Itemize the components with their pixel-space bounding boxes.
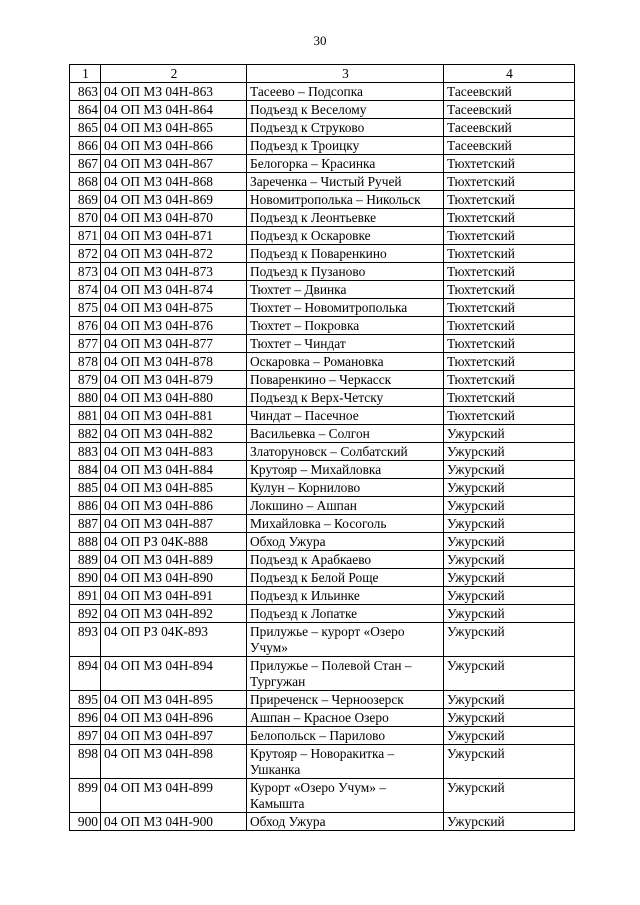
road-code-cell: 04 ОП МЗ 04Н-897 bbox=[101, 727, 247, 745]
row-number-cell: 865 bbox=[70, 119, 101, 137]
table-row bbox=[70, 317, 575, 335]
table-row bbox=[70, 657, 575, 691]
table-body bbox=[70, 83, 575, 831]
table-row bbox=[70, 709, 575, 727]
table-row bbox=[70, 813, 575, 831]
road-name-cell: Подъезд к Оскаровке bbox=[247, 227, 444, 245]
district-name-cell: Ужурский bbox=[444, 691, 575, 709]
road-code-cell: 04 ОП МЗ 04Н-864 bbox=[101, 101, 247, 119]
row-number-cell: 874 bbox=[70, 281, 101, 299]
row-number-cell: 868 bbox=[70, 173, 101, 191]
row-number-cell: 881 bbox=[70, 407, 101, 425]
table-row bbox=[70, 371, 575, 389]
row-number-cell: 885 bbox=[70, 479, 101, 497]
district-name-cell: Ужурский bbox=[444, 605, 575, 623]
road-name-cell: Подъезд к Пузаново bbox=[247, 263, 444, 281]
road-code-cell: 04 ОП МЗ 04Н-883 bbox=[101, 443, 247, 461]
district-name-cell: Тюхтетский bbox=[444, 353, 575, 371]
district-name-cell: Ужурский bbox=[444, 657, 575, 691]
header-col-3: 3 bbox=[247, 65, 444, 83]
road-code-cell: 04 ОП МЗ 04Н-879 bbox=[101, 371, 247, 389]
row-number-cell: 866 bbox=[70, 137, 101, 155]
road-name-cell: Кулун – Корнилово bbox=[247, 479, 444, 497]
road-code-cell: 04 ОП МЗ 04Н-863 bbox=[101, 83, 247, 101]
row-number-cell: 875 bbox=[70, 299, 101, 317]
table-row bbox=[70, 623, 575, 657]
road-code-cell: 04 ОП МЗ 04Н-877 bbox=[101, 335, 247, 353]
road-code-cell: 04 ОП МЗ 04Н-872 bbox=[101, 245, 247, 263]
row-number-cell: 887 bbox=[70, 515, 101, 533]
district-name-cell: Ужурский bbox=[444, 425, 575, 443]
row-number-cell: 894 bbox=[70, 657, 101, 691]
district-name-cell: Тюхтетский bbox=[444, 245, 575, 263]
district-name-cell: Тасеевский bbox=[444, 83, 575, 101]
table-row bbox=[70, 227, 575, 245]
district-name-cell: Ужурский bbox=[444, 623, 575, 657]
district-name-cell: Тюхтетский bbox=[444, 299, 575, 317]
district-name-cell: Ужурский bbox=[444, 551, 575, 569]
table-row bbox=[70, 119, 575, 137]
row-number-cell: 895 bbox=[70, 691, 101, 709]
road-name-cell: Новомитрополька – Никольск bbox=[247, 191, 444, 209]
road-name-cell: Белогорка – Красинка bbox=[247, 155, 444, 173]
road-name-cell: Зареченка – Чистый Ручей bbox=[247, 173, 444, 191]
row-number-cell: 871 bbox=[70, 227, 101, 245]
row-number-cell: 899 bbox=[70, 779, 101, 813]
row-number-cell: 886 bbox=[70, 497, 101, 515]
table-row bbox=[70, 335, 575, 353]
page-number: 30 bbox=[313, 33, 327, 48]
district-name-cell: Ужурский bbox=[444, 497, 575, 515]
road-code-cell: 04 ОП МЗ 04Н-892 bbox=[101, 605, 247, 623]
road-name-cell: Подъезд к Ильинке bbox=[247, 587, 444, 605]
table-row bbox=[70, 443, 575, 461]
district-name-cell: Тюхтетский bbox=[444, 209, 575, 227]
table-row bbox=[70, 425, 575, 443]
district-name-cell: Тюхтетский bbox=[444, 371, 575, 389]
row-number-cell: 897 bbox=[70, 727, 101, 745]
road-code-cell: 04 ОП МЗ 04Н-868 bbox=[101, 173, 247, 191]
road-code-cell: 04 ОП МЗ 04Н-887 bbox=[101, 515, 247, 533]
table-row bbox=[70, 281, 575, 299]
row-number-cell: 896 bbox=[70, 709, 101, 727]
row-number-cell: 891 bbox=[70, 587, 101, 605]
road-code-cell: 04 ОП МЗ 04Н-867 bbox=[101, 155, 247, 173]
road-name-cell: Обход Ужура bbox=[247, 813, 444, 831]
road-name-cell: Подъезд к Веселому bbox=[247, 101, 444, 119]
district-name-cell: Ужурский bbox=[444, 587, 575, 605]
road-name-cell: Тюхтет – Чиндат bbox=[247, 335, 444, 353]
road-code-cell: 04 ОП РЗ 04К-888 bbox=[101, 533, 247, 551]
road-code-cell: 04 ОП МЗ 04Н-878 bbox=[101, 353, 247, 371]
table-row bbox=[70, 101, 575, 119]
row-number-cell: 888 bbox=[70, 533, 101, 551]
road-name-cell: Обход Ужура bbox=[247, 533, 444, 551]
road-code-cell: 04 ОП МЗ 04Н-871 bbox=[101, 227, 247, 245]
row-number-cell: 880 bbox=[70, 389, 101, 407]
table-row bbox=[70, 533, 575, 551]
road-code-cell: 04 ОП МЗ 04Н-874 bbox=[101, 281, 247, 299]
road-code-cell: 04 ОП МЗ 04Н-870 bbox=[101, 209, 247, 227]
road-name-cell: Васильевка – Солгон bbox=[247, 425, 444, 443]
road-name-cell: Белопольск – Парилово bbox=[247, 727, 444, 745]
district-name-cell: Тасеевский bbox=[444, 119, 575, 137]
row-number-cell: 873 bbox=[70, 263, 101, 281]
district-name-cell: Тюхтетский bbox=[444, 155, 575, 173]
table-row bbox=[70, 83, 575, 101]
road-name-cell: Оскаровка – Романовка bbox=[247, 353, 444, 371]
table-row bbox=[70, 299, 575, 317]
road-name-cell: Подъезд к Верх-Четску bbox=[247, 389, 444, 407]
road-name-cell: Подъезд к Лопатке bbox=[247, 605, 444, 623]
row-number-cell: 863 bbox=[70, 83, 101, 101]
road-name-cell: Подъезд к Струково bbox=[247, 119, 444, 137]
road-name-cell: Подъезд к Белой Роще bbox=[247, 569, 444, 587]
road-name-cell: Прилужье – Полевой Стан – Тургужан bbox=[247, 657, 444, 691]
district-name-cell: Ужурский bbox=[444, 727, 575, 745]
road-code-cell: 04 ОП МЗ 04Н-865 bbox=[101, 119, 247, 137]
row-number-cell: 884 bbox=[70, 461, 101, 479]
table-row bbox=[70, 515, 575, 533]
road-name-cell: Златоруновск – Солбатский bbox=[247, 443, 444, 461]
road-name-cell: Подъезд к Поваренкино bbox=[247, 245, 444, 263]
road-code-cell: 04 ОП МЗ 04Н-896 bbox=[101, 709, 247, 727]
district-name-cell: Ужурский bbox=[444, 709, 575, 727]
district-name-cell: Ужурский bbox=[444, 569, 575, 587]
row-number-cell: 870 bbox=[70, 209, 101, 227]
table-header-row bbox=[70, 65, 575, 83]
road-code-cell: 04 ОП МЗ 04Н-873 bbox=[101, 263, 247, 281]
road-code-cell: 04 ОП МЗ 04Н-882 bbox=[101, 425, 247, 443]
road-code-cell: 04 ОП МЗ 04Н-884 bbox=[101, 461, 247, 479]
district-name-cell: Тасеевский bbox=[444, 101, 575, 119]
district-name-cell: Тюхтетский bbox=[444, 281, 575, 299]
road-code-cell: 04 ОП МЗ 04Н-891 bbox=[101, 587, 247, 605]
road-code-cell: 04 ОП МЗ 04Н-881 bbox=[101, 407, 247, 425]
table-row bbox=[70, 497, 575, 515]
table-row bbox=[70, 353, 575, 371]
table-row bbox=[70, 461, 575, 479]
road-name-cell: Михайловка – Косоголь bbox=[247, 515, 444, 533]
table-row bbox=[70, 691, 575, 709]
road-name-cell: Локшино – Ашпан bbox=[247, 497, 444, 515]
district-name-cell: Тюхтетский bbox=[444, 335, 575, 353]
road-registry-table bbox=[69, 64, 575, 831]
road-code-cell: 04 ОП МЗ 04Н-899 bbox=[101, 779, 247, 813]
row-number-cell: 876 bbox=[70, 317, 101, 335]
table-row bbox=[70, 479, 575, 497]
district-name-cell: Тюхтетский bbox=[444, 317, 575, 335]
road-code-cell: 04 ОП МЗ 04Н-895 bbox=[101, 691, 247, 709]
table-row bbox=[70, 191, 575, 209]
table-row bbox=[70, 137, 575, 155]
road-name-cell: Поваренкино – Черкасск bbox=[247, 371, 444, 389]
row-number-cell: 882 bbox=[70, 425, 101, 443]
header-col-2: 2 bbox=[101, 65, 247, 83]
road-code-cell: 04 ОП МЗ 04Н-889 bbox=[101, 551, 247, 569]
table-row bbox=[70, 727, 575, 745]
road-code-cell: 04 ОП МЗ 04Н-880 bbox=[101, 389, 247, 407]
road-code-cell: 04 ОП МЗ 04Н-894 bbox=[101, 657, 247, 691]
district-name-cell: Ужурский bbox=[444, 779, 575, 813]
district-name-cell: Тюхтетский bbox=[444, 389, 575, 407]
row-number-cell: 879 bbox=[70, 371, 101, 389]
district-name-cell: Ужурский bbox=[444, 461, 575, 479]
table-row bbox=[70, 779, 575, 813]
district-name-cell: Тюхтетский bbox=[444, 173, 575, 191]
district-name-cell: Тюхтетский bbox=[444, 191, 575, 209]
table-row bbox=[70, 263, 575, 281]
row-number-cell: 872 bbox=[70, 245, 101, 263]
road-name-cell: Тюхтет – Двинка bbox=[247, 281, 444, 299]
table-row bbox=[70, 155, 575, 173]
header-col-4: 4 bbox=[444, 65, 575, 83]
road-name-cell: Подъезд к Троицку bbox=[247, 137, 444, 155]
road-code-cell: 04 ОП МЗ 04Н-890 bbox=[101, 569, 247, 587]
district-name-cell: Ужурский bbox=[444, 533, 575, 551]
road-name-cell: Подъезд к Леонтьевке bbox=[247, 209, 444, 227]
road-name-cell: Подъезд к Арабкаево bbox=[247, 551, 444, 569]
road-code-cell: 04 ОП МЗ 04Н-866 bbox=[101, 137, 247, 155]
road-code-cell: 04 ОП МЗ 04Н-885 bbox=[101, 479, 247, 497]
row-number-cell: 893 bbox=[70, 623, 101, 657]
district-name-cell: Ужурский bbox=[444, 515, 575, 533]
row-number-cell: 889 bbox=[70, 551, 101, 569]
table-row bbox=[70, 389, 575, 407]
road-name-cell: Крутояр – Михайловка bbox=[247, 461, 444, 479]
district-name-cell: Тюхтетский bbox=[444, 407, 575, 425]
road-name-cell: Ашпан – Красное Озеро bbox=[247, 709, 444, 727]
table-row bbox=[70, 569, 575, 587]
district-name-cell: Ужурский bbox=[444, 443, 575, 461]
table-row bbox=[70, 245, 575, 263]
district-name-cell: Ужурский bbox=[444, 745, 575, 779]
road-code-cell: 04 ОП МЗ 04Н-898 bbox=[101, 745, 247, 779]
district-name-cell: Тюхтетский bbox=[444, 263, 575, 281]
table-row bbox=[70, 209, 575, 227]
district-name-cell: Ужурский bbox=[444, 813, 575, 831]
road-name-cell: Чиндат – Пасечное bbox=[247, 407, 444, 425]
road-name-cell: Приреченск – Черноозерск bbox=[247, 691, 444, 709]
table-row bbox=[70, 605, 575, 623]
table-row bbox=[70, 587, 575, 605]
table-row bbox=[70, 173, 575, 191]
road-name-cell: Тасеево – Подсопка bbox=[247, 83, 444, 101]
table-row bbox=[70, 407, 575, 425]
row-number-cell: 877 bbox=[70, 335, 101, 353]
row-number-cell: 869 bbox=[70, 191, 101, 209]
row-number-cell: 900 bbox=[70, 813, 101, 831]
road-code-cell: 04 ОП МЗ 04Н-900 bbox=[101, 813, 247, 831]
row-number-cell: 867 bbox=[70, 155, 101, 173]
row-number-cell: 898 bbox=[70, 745, 101, 779]
district-name-cell: Ужурский bbox=[444, 479, 575, 497]
road-code-cell: 04 ОП МЗ 04Н-886 bbox=[101, 497, 247, 515]
header-col-1: 1 bbox=[70, 65, 101, 83]
row-number-cell: 864 bbox=[70, 101, 101, 119]
road-code-cell: 04 ОП МЗ 04Н-869 bbox=[101, 191, 247, 209]
road-name-cell: Тюхтет – Новомитрополька bbox=[247, 299, 444, 317]
row-number-cell: 890 bbox=[70, 569, 101, 587]
road-code-cell: 04 ОП МЗ 04Н-876 bbox=[101, 317, 247, 335]
road-name-cell: Тюхтет – Покровка bbox=[247, 317, 444, 335]
row-number-cell: 883 bbox=[70, 443, 101, 461]
road-name-cell: Курорт «Озеро Учум» – Камышта bbox=[247, 779, 444, 813]
road-name-cell: Крутояр – Новоракитка – Ушканка bbox=[247, 745, 444, 779]
district-name-cell: Тюхтетский bbox=[444, 227, 575, 245]
district-name-cell: Тасеевский bbox=[444, 137, 575, 155]
road-code-cell: 04 ОП МЗ 04Н-875 bbox=[101, 299, 247, 317]
road-code-cell: 04 ОП РЗ 04К-893 bbox=[101, 623, 247, 657]
row-number-cell: 878 bbox=[70, 353, 101, 371]
table-row bbox=[70, 745, 575, 779]
table-row bbox=[70, 551, 575, 569]
road-name-cell: Прилужье – курорт «Озеро Учум» bbox=[247, 623, 444, 657]
row-number-cell: 892 bbox=[70, 605, 101, 623]
